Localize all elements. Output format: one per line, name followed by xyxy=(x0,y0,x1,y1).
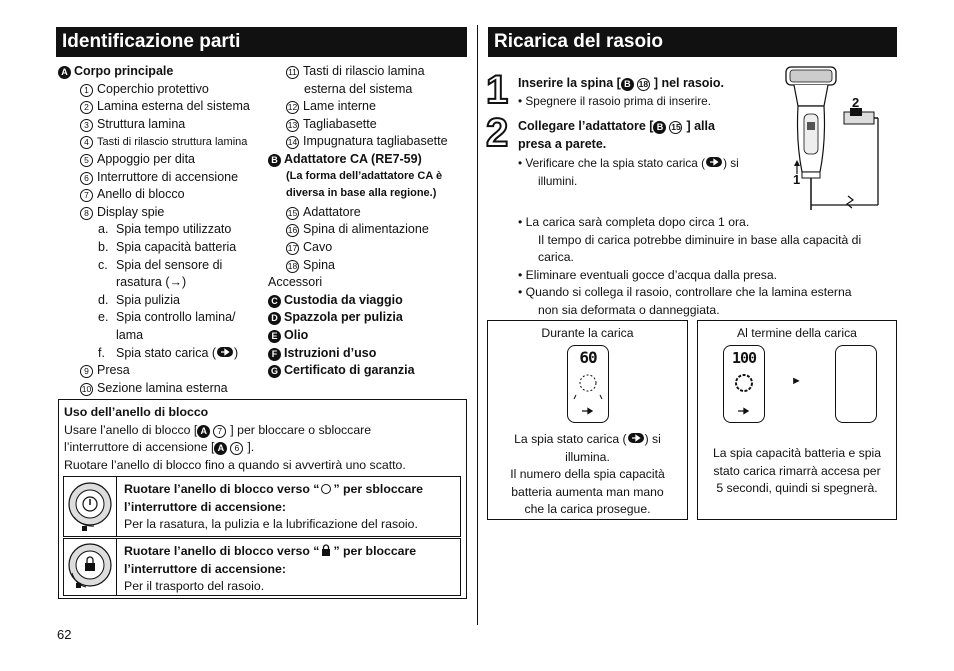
letter-a-icon: A xyxy=(58,66,71,79)
lock-title: Ruotare l’anello di blocco verso “ ” per bloccare xyxy=(124,544,417,558)
charging-notes xyxy=(518,214,898,319)
step-1 xyxy=(518,75,778,110)
list-item: 17 Cavo xyxy=(287,239,333,254)
during-charge-title: Durante la carica xyxy=(541,326,634,340)
parts-b-note: (La forma dell’adattatore CA è xyxy=(286,169,443,182)
figure-label-1: 1 xyxy=(793,172,801,187)
note-item: • La carica sarà completa dopo circa 1 ora. Il tempo di carica potrebbe diminuire in base alla capacità di carica. xyxy=(518,215,862,264)
padlock-icon xyxy=(321,544,331,556)
lock-ring-heading: Uso dell’anello di blocco xyxy=(64,405,209,419)
unlock-desc: Per la rasatura, la pulizia e la lubrificazione del rasoio. xyxy=(124,517,418,531)
display-indicators-icon xyxy=(568,367,608,423)
lock-ring-icon xyxy=(64,539,117,595)
parts-list-b xyxy=(268,63,468,380)
list-item: a. Spia tempo utilizzato xyxy=(98,222,232,237)
list-item: E Olio xyxy=(268,327,468,345)
note-item: • Eliminare eventuali gocce d’acqua dalla presa. xyxy=(518,267,778,282)
list-item: 4 Tasti di rilascio struttura lamina xyxy=(58,133,273,151)
list-item: 5 Appoggio per dita xyxy=(58,151,273,169)
unlock-title: Ruotare l’anello di blocco verso “ ” per sbloccare xyxy=(124,482,423,496)
step-2-number: 2 xyxy=(486,111,509,155)
step-2-bullet: • Verificare che la spia stato carica ( ) si illumini. xyxy=(518,156,739,188)
accessori-label: Accessori xyxy=(268,275,323,290)
list-item: G Certificato di garanzia xyxy=(268,362,468,380)
list-item: 2 Lamina esterna del sistema xyxy=(58,98,273,116)
letter-g-icon: G xyxy=(268,365,281,378)
step-1-number: 1 xyxy=(486,68,509,112)
list-item: 8 Display spie xyxy=(58,204,273,222)
charge-plug-icon xyxy=(705,156,723,168)
end-charge-box xyxy=(697,320,897,520)
column-divider xyxy=(477,25,478,625)
letter-e-icon: E xyxy=(268,330,281,343)
unlock-circle-icon xyxy=(321,484,331,494)
letter-c-icon: C xyxy=(268,295,281,308)
lock-ring-line1: Usare l’anello di blocco [ A 7 ] per bloccare o sbloccare xyxy=(64,422,372,437)
right-section-title: Ricarica del rasoio xyxy=(488,27,897,57)
lock-desc: Per il trasporto del rasoio. xyxy=(124,579,265,593)
list-item: 14 Impugnatura tagliabasette xyxy=(287,134,448,149)
list-item: lama xyxy=(116,327,144,342)
parts-b-heading: Adattatore CA (RE7-59) xyxy=(284,151,422,166)
unlock-row: Ruotare l’anello di blocco verso “ ” per sbloccare l’interruttore di accensione: Per la rasatura, la pulizia e la lubrificazione del rasoio. xyxy=(63,476,461,537)
during-charge-box xyxy=(487,320,688,520)
parts-list-a xyxy=(58,63,273,397)
list-item: d. Spia pulizia xyxy=(98,292,180,307)
display-indicators-icon xyxy=(724,367,764,423)
arrow-right-icon: ► xyxy=(791,375,802,387)
list-item: 3 Struttura lamina xyxy=(58,116,273,134)
list-item: 7 Anello di blocco xyxy=(58,186,273,204)
left-section-title: Identificazione parti xyxy=(56,27,467,57)
list-item: 15 Adattatore xyxy=(287,204,361,219)
parts-a-heading: Corpo principale xyxy=(74,64,174,78)
display-off xyxy=(835,345,877,423)
letter-a-icon: A xyxy=(214,442,227,455)
battery-percent-display: 100 xyxy=(731,349,757,367)
list-item: e. Spia controllo lamina/ xyxy=(98,310,236,325)
lock-ring-box xyxy=(58,399,467,599)
unlock-ring-icon xyxy=(64,477,117,536)
lock-ring-line3: Ruotare l’anello di blocco fino a quando si avvertirà uno scatto. xyxy=(64,457,406,472)
list-item: esterna del sistema xyxy=(304,81,413,96)
list-item: rasatura (→) xyxy=(116,275,187,290)
figure-label-2: 2 xyxy=(852,95,860,110)
charge-plug-icon xyxy=(627,432,645,444)
letter-f-icon: F xyxy=(268,348,281,361)
step-1-bullet: • Spegnere il rasoio prima di inserire. xyxy=(518,93,711,108)
shaver-illustration xyxy=(780,62,880,212)
list-item: 9 Presa xyxy=(58,362,273,380)
list-item: f. Spia stato carica ( ) xyxy=(98,345,239,360)
list-item: 1 Coperchio protettivo xyxy=(58,81,273,99)
list-item: 11 Tasti di rilascio lamina xyxy=(268,63,468,81)
list-item: 16 Spina di alimentazione xyxy=(287,222,429,237)
list-item: F Istruzioni d’uso xyxy=(268,345,468,363)
lock-ring-line2: l’interruttore di accensione [ A 6 ]. xyxy=(64,440,255,454)
list-item: D Spazzola per pulizia xyxy=(268,309,468,327)
display-end xyxy=(723,345,765,423)
page-number: 62 xyxy=(57,627,72,642)
during-charge-desc: La spia stato carica ( ) si illumina. Il numero della spia capacità batteria aumenta man mano che la carica prosegue. xyxy=(510,432,665,517)
charge-plug-icon xyxy=(216,346,234,358)
list-item: 6 Interruttore di accensione xyxy=(58,169,273,187)
list-item: b. Spia capacità batteria xyxy=(98,239,237,254)
lock-row: Ruotare l’anello di blocco verso “ ” per bloccare l’interruttore di accensione: Per il trasporto del rasoio. xyxy=(63,538,461,596)
list-item: 12 Lame interne xyxy=(287,99,376,114)
step-1-title: Inserire la spina [ B 18 ] nel rasoio. xyxy=(518,76,724,90)
letter-b-icon: B xyxy=(268,154,281,167)
battery-percent-display: 60 xyxy=(579,348,597,367)
end-charge-title: Al termine della carica xyxy=(737,326,857,340)
letter-d-icon: D xyxy=(268,312,281,325)
list-item: 13 Tagliabasette xyxy=(287,116,377,131)
step-2: Collegare l’adattatore [ B 15 ] alla presa a parete. • Verificare che la spia stato carica ( ) si illumini. xyxy=(518,118,778,190)
step-2-title: Collegare l’adattatore [ B 15 ] alla xyxy=(518,119,715,133)
note-item: • Quando si collega il rasoio, controllare che la lamina esterna non sia deformata o danneggiata. xyxy=(518,285,852,317)
list-item: C Custodia da viaggio xyxy=(268,292,468,310)
display-during xyxy=(567,345,609,423)
list-item: 18 Spina xyxy=(287,257,335,272)
parts-b-note: diversa in base alla regione.) xyxy=(286,187,437,200)
list-item: 10 Sezione lamina esterna xyxy=(81,380,228,395)
list-item: c. Spia del sensore di xyxy=(98,257,223,272)
end-charge-desc: La spia capacità batteria e spia stato carica rimarrà accesa per 5 secondi, quindi si spegnerà. xyxy=(712,446,882,496)
letter-a-icon: A xyxy=(197,425,210,438)
